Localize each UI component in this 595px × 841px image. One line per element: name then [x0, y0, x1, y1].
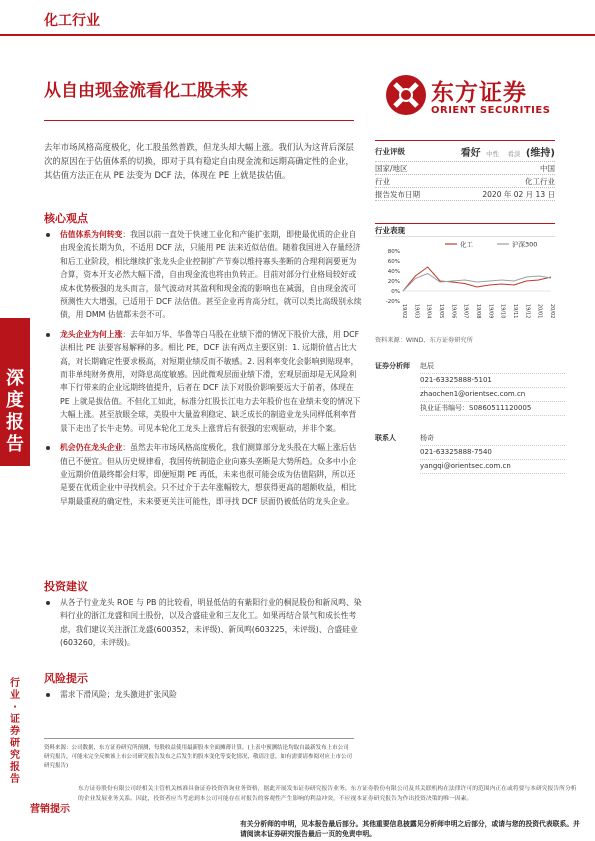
- rating-key: 行业: [375, 176, 390, 186]
- y-tick-label: 80%: [387, 249, 400, 255]
- footnote-rule: [44, 738, 354, 739]
- x-tick-label: 19/05: [438, 304, 444, 319]
- marketing-tip: 营销提示: [30, 804, 70, 815]
- core-point: [44, 328, 362, 435]
- rating-head-row: [375, 140, 555, 162]
- industry-label: 化工行业: [44, 13, 100, 29]
- sidebar-vertical-char: 证: [10, 714, 20, 725]
- rating-value: 2020 年 02 月 13 日: [482, 189, 555, 199]
- logo-cn-text: 东方证券: [431, 80, 527, 106]
- y-tick-label: 0%: [391, 289, 400, 295]
- company-logo: [385, 74, 570, 124]
- x-tick-label: 19/07: [462, 304, 469, 319]
- x-tick-label: 19/11: [512, 304, 518, 319]
- section-core-heading: 核心观点: [44, 212, 88, 225]
- x-tick-label: 19/10: [499, 304, 506, 319]
- core-point-text: ：去年如万华、华鲁等白马股在业绩下滑的情况下股价大涨，用 DCF 法相比 PE 法要容易解释的多。相比 PE，DCF 法有两点主要区别：1. 远期价值占比大高，对长期确定性要求极高，对短期业绩反而不敏感。2. 因利率变化会影响到贴现率，而非单纯财务费用，对降息高度敏感。因此微观层面业绩下滑，宏观层面却是无风险利率下行带来的企业远期终值提升，后者在 DCF 法下对股价影响要远大于前者，体现在 PE 上就是拔估值。不但化工如此，标准分红股长江电力去年股价也在业绩未变的情况下大幅上涨。甚至放眼全球，美股中大量盈利稳定、缺乏成长的制造业龙头同样低利率背景下走出了长牛走势。可见本轮化工龙头上涨背后有很强的宏观驱动，并非个案。: [60, 329, 361, 433]
- analyst-box: [375, 360, 565, 474]
- rating-label: 行业评级: [375, 146, 405, 156]
- report-title: 从自由现金流看化工股未来: [44, 81, 248, 101]
- contact-email[interactable]: yangqi@orientsec.com.cn: [420, 460, 565, 474]
- rating-value: 中国: [540, 163, 555, 173]
- contact-phone: 021-63325888-7540: [420, 446, 565, 460]
- logo-mark-icon: [385, 74, 427, 116]
- sidebar-vertical-char: 业: [10, 690, 20, 701]
- rating-key: 报告发布日期: [375, 189, 420, 199]
- rating-row: [375, 175, 555, 188]
- sidebar-vertical-char: 行: [10, 678, 20, 689]
- analyst-name: 赵辰: [420, 360, 565, 374]
- section-risk-heading: 风险提示: [44, 672, 88, 685]
- summary-paragraph: 去年市场风格高度极化，化工股虽然普跌，但龙头却大幅上涨。我们认为这背后深层次的原因在于估值体系的切换，即对于具有稳定自由现金流和远期高确定性的企业，其估值方法正在从 PE 法变为 DCF 法，体现在 PE 上就是拔估值。: [44, 142, 354, 180]
- sidebar-vertical-char: 究: [10, 750, 20, 761]
- rating-low: 看淡: [507, 149, 521, 158]
- performance-chart: [375, 237, 555, 327]
- series-line: [403, 267, 551, 291]
- disclaimer-bold: 有关分析师的申明，见本报告最后部分。其他重要信息披露见分析师申明之后部分，或请与您的投资代表联系。并请阅读本证券研究报告最后一页的免责申明。: [240, 820, 580, 838]
- core-point: [44, 228, 362, 322]
- rating-value: 化工行业: [525, 176, 555, 186]
- analyst-email[interactable]: zhaochen1@orientsec.com.cn: [420, 388, 565, 402]
- rating-row: [375, 188, 555, 201]
- title-rule: [44, 120, 354, 121]
- rating-mid: 中性: [486, 149, 500, 158]
- sidebar-vertical-char: 研: [10, 738, 20, 749]
- contact-role: 联系人: [375, 434, 396, 442]
- rating-key: 国家/地区: [375, 163, 408, 173]
- section-advice-heading: 投资建议: [44, 580, 88, 593]
- core-point: [44, 441, 362, 508]
- sidebar-vertical-text: [8, 678, 22, 786]
- core-point-text: ：我国以前一直处于快速工业化和产能扩张期，即使最优质的企业自由现金流长期为负，不适用 DCF 法，只能用 PE 法来近似估值。随着我国进入存量经济和后工业阶段，相比继续扩张龙头企业控制扩产节奏以维持寡头垄断的合理利润要更为合算，资本开支必然大幅下滑，自由现金流也将由负转正。目前对部分行业格局较好或成本优势极强的龙头而言，景气波动对其盈利和现金流的影响也在减弱，自由现金流可预测性大大增强，已适用于 DCF 法估值。甚至企业再肯高分红，就可以类比高级别永续债，用 DMM 估值都未尝不可。: [60, 230, 362, 320]
- y-tick-label: 20%: [387, 279, 400, 285]
- x-tick-label: 19/04: [425, 304, 432, 319]
- rating-main: 看好: [460, 147, 481, 159]
- sidebar-vertical-char: 券: [10, 726, 20, 737]
- analyst-cert: 执业证书编号：S0860511120005: [420, 402, 565, 416]
- sidebar-char: 报: [6, 412, 24, 433]
- analyst-role: 证券分析师: [375, 362, 410, 370]
- core-points-list: [44, 228, 362, 514]
- core-point-lead: 机会仍在龙头企业: [60, 443, 123, 453]
- sidebar-char: 深: [6, 368, 24, 389]
- legend-label: 化工: [460, 240, 473, 249]
- rating-row: [375, 162, 555, 175]
- risk-paragraph: 需求下滑风险；龙头激进扩张风险: [44, 688, 362, 701]
- chart-source: 资料来源：WIND、东方证券研究所: [375, 337, 473, 344]
- sidebar-chars: [4, 368, 26, 456]
- x-tick-label: 19/03: [413, 304, 420, 319]
- core-point-text: ：虽然去年市场风格高度极化，我们测算部分龙头股在大幅上涨后估值已不便宜。但从历史规律看，我国传统制造企业向寡头垄断是大势所趋。众多中小企业远期价值最终都会归零，即便短期 PE 再低，未来也很可能会成为估值陷阱，所以还是要在优质企业中寻找机会。只不过介于去年涨幅较大，想获得更高的超额收益，相比早期最重视的确定性，未来要更关注可能性，即寻找 DCF 层面仍被低估的龙头企业。: [60, 443, 357, 506]
- logo-en-text: ORIENT SECURITIES: [431, 105, 551, 116]
- y-tick-label: -20%: [385, 299, 400, 305]
- x-tick-label: 19/02: [401, 304, 407, 319]
- footnote: 资料来源：公司数据，东方证券研究所预测，每股收益使用最新股本全面摊薄计算，(上表中预测结论均取自最新发布上市公司研究报告，可能未完全反映该上市公司研究报告发布之后发生的股本变化等变化情况，敬请注意，如有需要请参阅对应上市公司研究报告): [44, 745, 353, 769]
- sidebar-report-type: [0, 318, 30, 466]
- core-point-lead: 估值体系为何转变: [60, 230, 123, 239]
- sidebar-char: 告: [6, 434, 24, 455]
- core-point-lead: 龙头企业为何上涨: [60, 329, 123, 339]
- disclaimer: 东方证券股份有限公司经相关主管机关核准具备证券投资咨询业务资格，据此开展发布证券研究报告业务。东方证券股份有限公司及其关联机构在法律许可的范围内正在或将要与本研究报告所分析的企业发展业务关系。因此，投资者应当考虑到本公司可能存在对报告的客观性产生影响的利益冲突，不应视本证券研究报告为作出投资决策的唯一因素。: [78, 786, 577, 802]
- header-rule: [0, 34, 595, 36]
- x-tick-label: 19/12: [524, 304, 531, 319]
- x-tick-label: 20/02: [549, 304, 555, 319]
- contact-name: 杨奇: [420, 432, 565, 446]
- sidebar-char: 度: [6, 390, 24, 411]
- x-tick-label: 19/09: [487, 304, 494, 319]
- chart-title: 行业表现: [375, 223, 555, 237]
- y-tick-label: 60%: [387, 259, 400, 265]
- x-tick-label: 19/06: [450, 304, 457, 319]
- sidebar-vertical-char: ·: [13, 702, 17, 713]
- rating-status: (维持): [525, 147, 555, 159]
- sidebar-vertical-char: 告: [10, 774, 20, 785]
- x-tick-label: 20/01: [536, 304, 543, 319]
- x-tick-label: 19/08: [475, 304, 481, 319]
- series-line: [403, 274, 551, 292]
- y-tick-label: 40%: [387, 269, 400, 275]
- rating-box: [375, 140, 555, 201]
- sidebar-vertical-char: 报: [10, 762, 20, 773]
- legend-label: 沪深300: [512, 240, 538, 249]
- performance-chart-box: [375, 223, 555, 344]
- advice-paragraph: 从各子行业龙头 ROE 与 PB 的比较看，明显低估的有紫阳行业的桐昆股份和新凤鸣、染料行业的浙江龙盛和闰土股份，以及合盛硅业和三友化工。如果再结合景气和成长性考虑，我们建议关注浙江龙盛(600352，未评级)、新凤鸣(603225，未评级)、合盛硅业(603260，未评级)。: [44, 596, 362, 650]
- analyst-phone: 021-63325888-5101: [420, 374, 565, 388]
